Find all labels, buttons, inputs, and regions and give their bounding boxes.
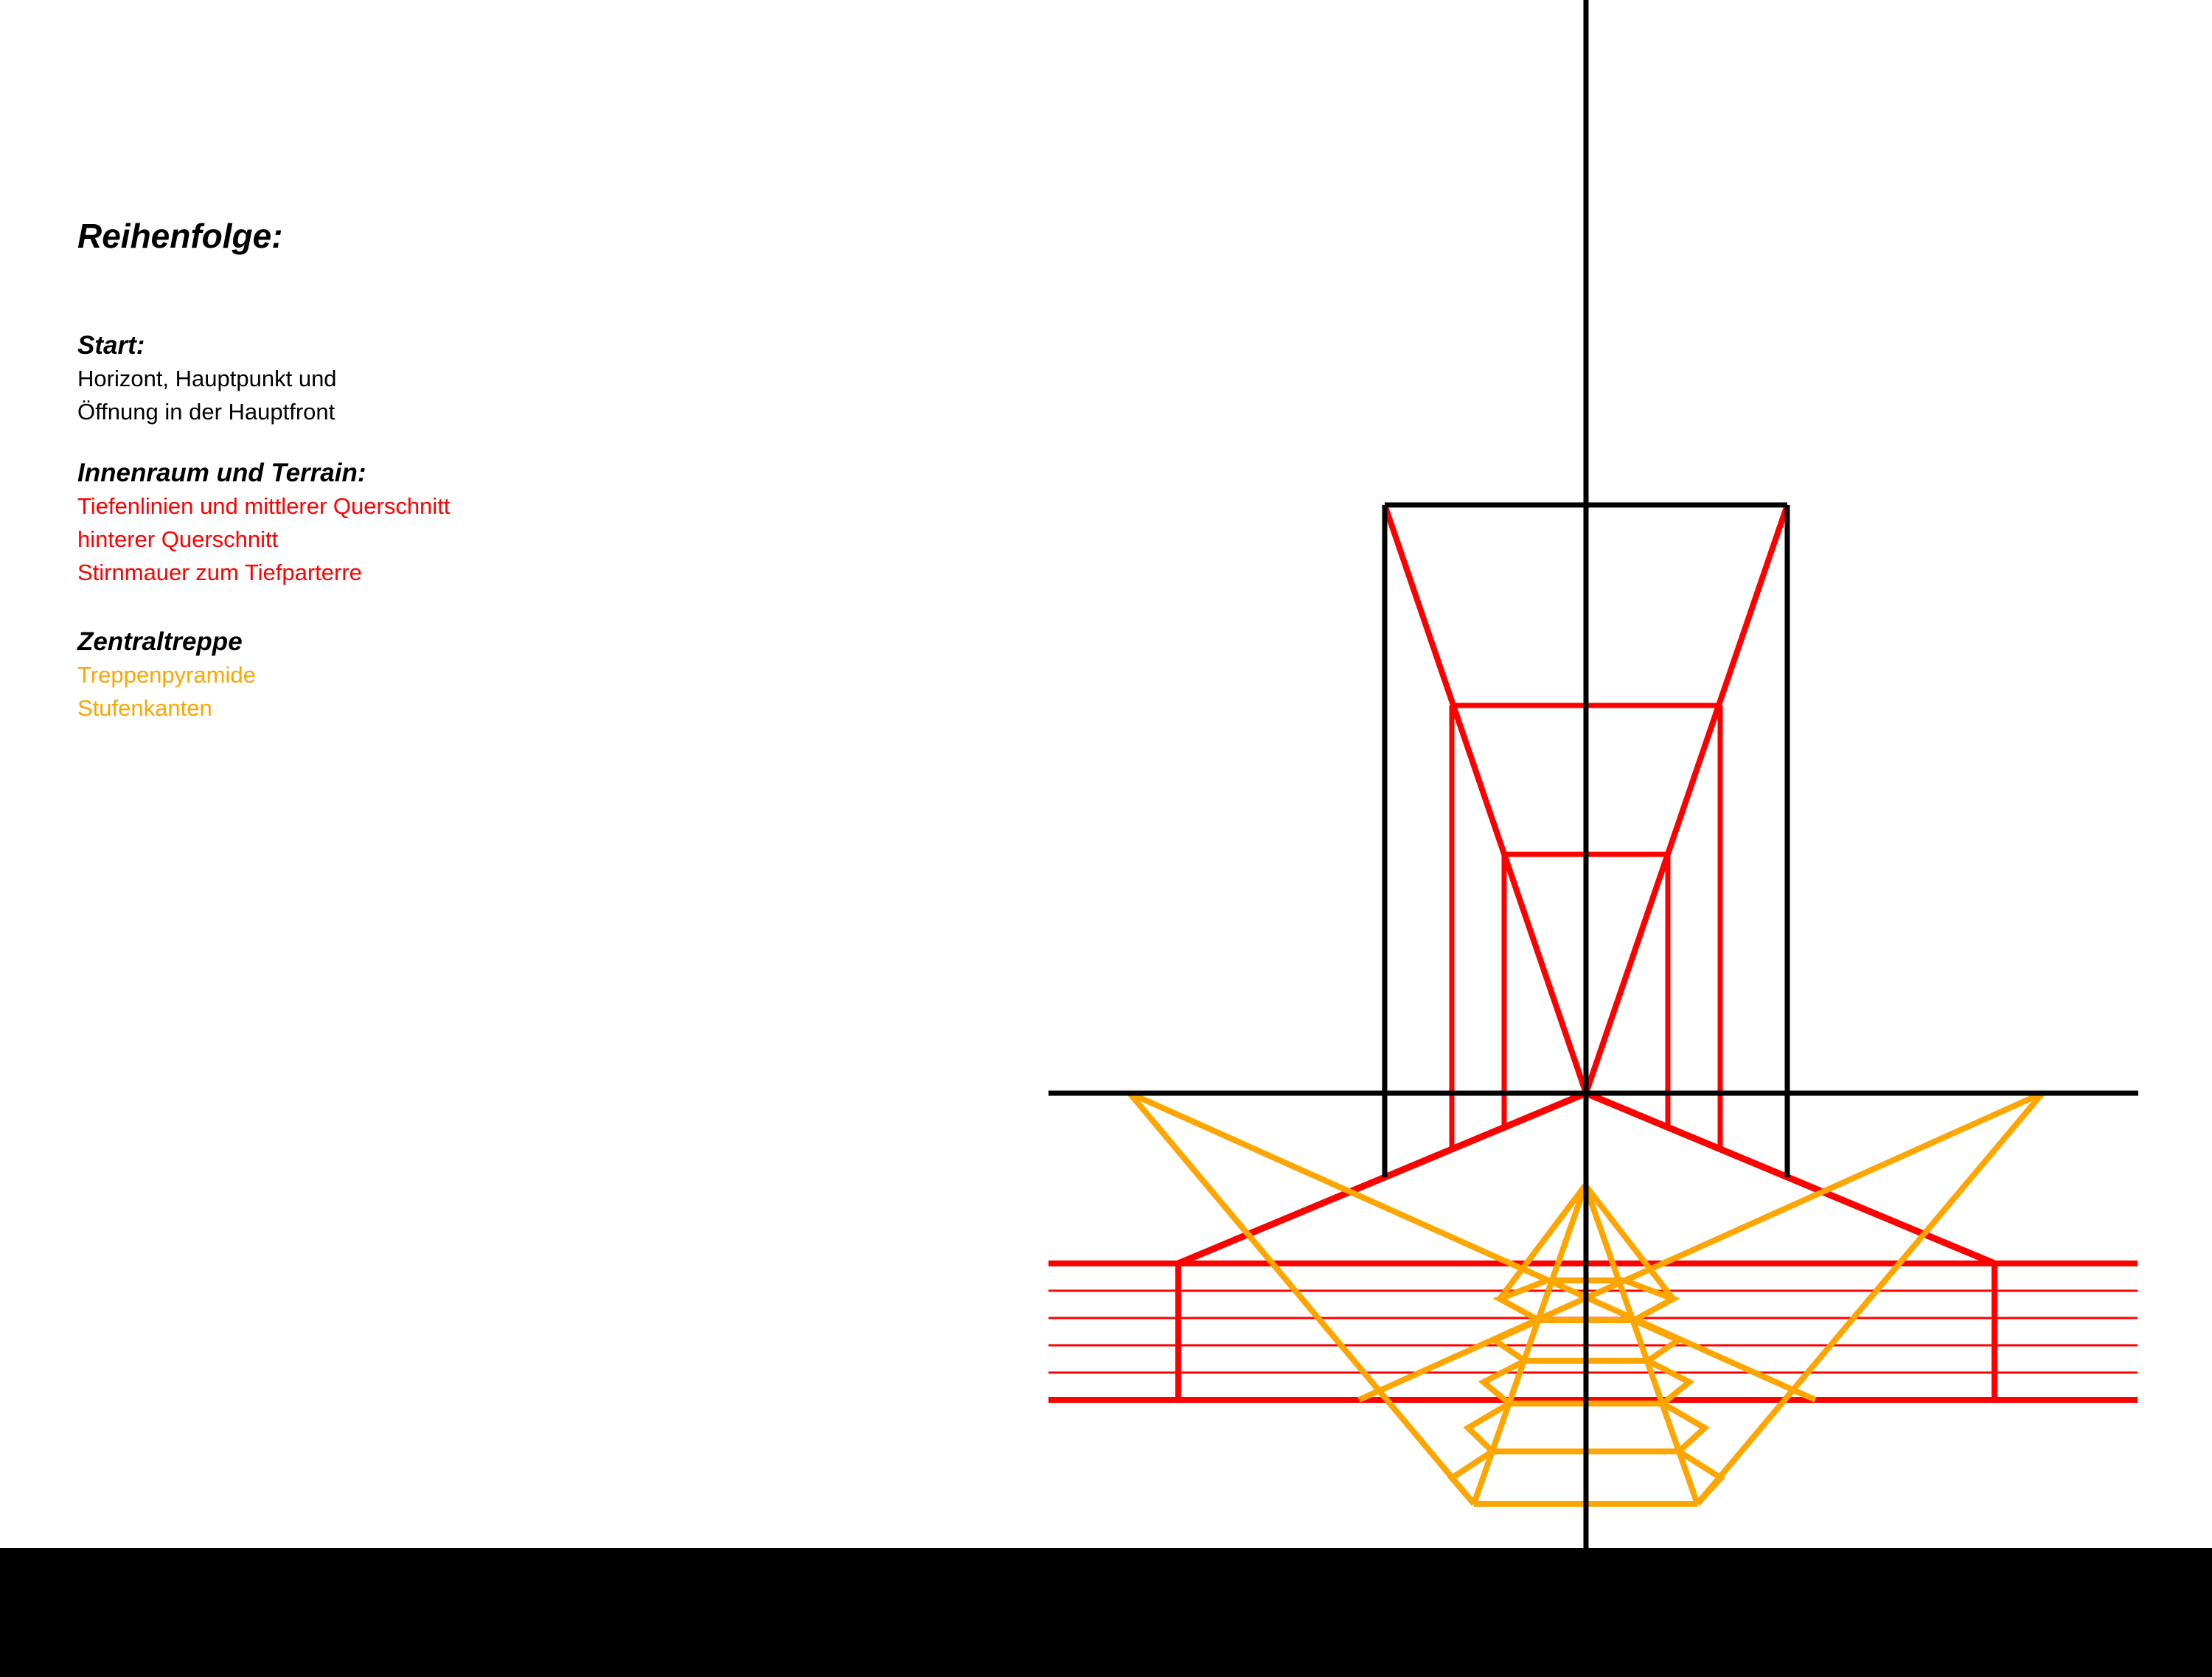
distance-ray-left-b (1130, 1093, 1474, 1504)
distance-ray-right-b (1697, 1093, 2042, 1504)
legend-section-start (77, 329, 638, 428)
legend-item: Öffnung in der Hauptfront (77, 399, 335, 425)
depth-diagonal-topleft (1385, 505, 1586, 1093)
legend-section-zentraltreppe (77, 625, 638, 725)
section-heading: Start: (77, 331, 145, 360)
section-heading: Innenraum und Terrain: (77, 459, 366, 487)
legend-section-innenraum (77, 456, 638, 589)
legend-item: Horizont, Hauptpunkt und (77, 366, 337, 391)
legend-item: hinterer Querschnitt (77, 526, 279, 552)
legend-item: Stirnmauer zum Tiefparterre (77, 559, 362, 585)
legend-item: Tiefenlinien und mittlerer Querschnitt (77, 493, 451, 519)
floor-diagonal-right (1586, 1093, 1994, 1263)
legend-item: Treppenpyramide (77, 662, 256, 688)
legend-item: Stufenkanten (77, 695, 212, 721)
page-title: Reihenfolge: (77, 217, 283, 255)
stufenkanten-left-zigzag (1452, 1280, 1547, 1504)
depth-diagonal-topright (1586, 505, 1787, 1093)
bottom-black-bar (0, 1548, 2212, 1677)
stufenkanten-right-zigzag (1624, 1280, 1721, 1504)
section-heading: Zentraltreppe (77, 627, 243, 656)
